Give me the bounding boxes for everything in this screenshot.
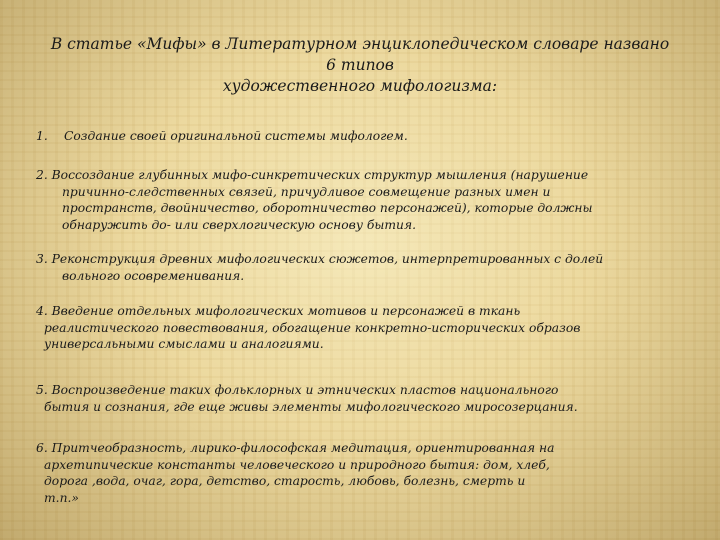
item-text: обнаружить до- или сверхлогическую основу бытия. [62,217,417,232]
title-line: В статье «Мифы» в Литературном энциклопедическом словаре названо [50,35,670,53]
list-item-1 [36,128,408,145]
page-title [30,34,690,97]
item-text: 4. Введение отдельных мифологических мотивов и персонажей в ткань [36,304,521,318]
list-item-5 [36,382,578,415]
item-text: дорога ,вода, очаг, гора, детство, старость, любовь, болезнь, смерть и [44,474,526,488]
item-text: вольного осовременивания. [62,268,245,283]
title-line: художественного мифологизма: [222,77,498,95]
list-item-3 [36,251,603,284]
item-text: бытия и сознания, где еще живы элементы мифологического миросозерцания. [44,399,578,414]
item-text: 5. Воспроизведение таких фольклорных и этнических пластов национального [36,383,559,397]
item-text: причинно-следственных связей, причудливое совмещение разных имен и [62,184,551,199]
item-text: пространств, двойничество, оборотничество персонажей), которые должны [62,201,593,215]
item-text: реалистического повествования, обогащение конкретно-исторических образов [44,320,581,335]
item-text: 3. Реконструкция древних мифологических сюжетов, интерпретированных с долей [36,252,604,266]
item-text: т.п.» [44,490,79,505]
list-item-2 [36,167,593,233]
item-text: архетипические константы человеческого и природного бытия: дом, хлеб, [44,457,550,472]
item-text: универсальными смыслами и аналогиями. [44,337,324,351]
item-text: 6. Притчеобразность, лирико-философская медитация, ориентированная на [36,441,555,455]
item-text: 2. Воссоздание глубинных мифо-синкретических структур мышления (нарушение [36,168,589,182]
item-text: Создание своей оригинальной системы мифологем. [64,129,408,143]
list-item-6 [36,440,554,506]
title-line: 6 типов [326,56,394,74]
item-number: 1. [36,129,48,143]
list-item-4 [36,303,580,353]
